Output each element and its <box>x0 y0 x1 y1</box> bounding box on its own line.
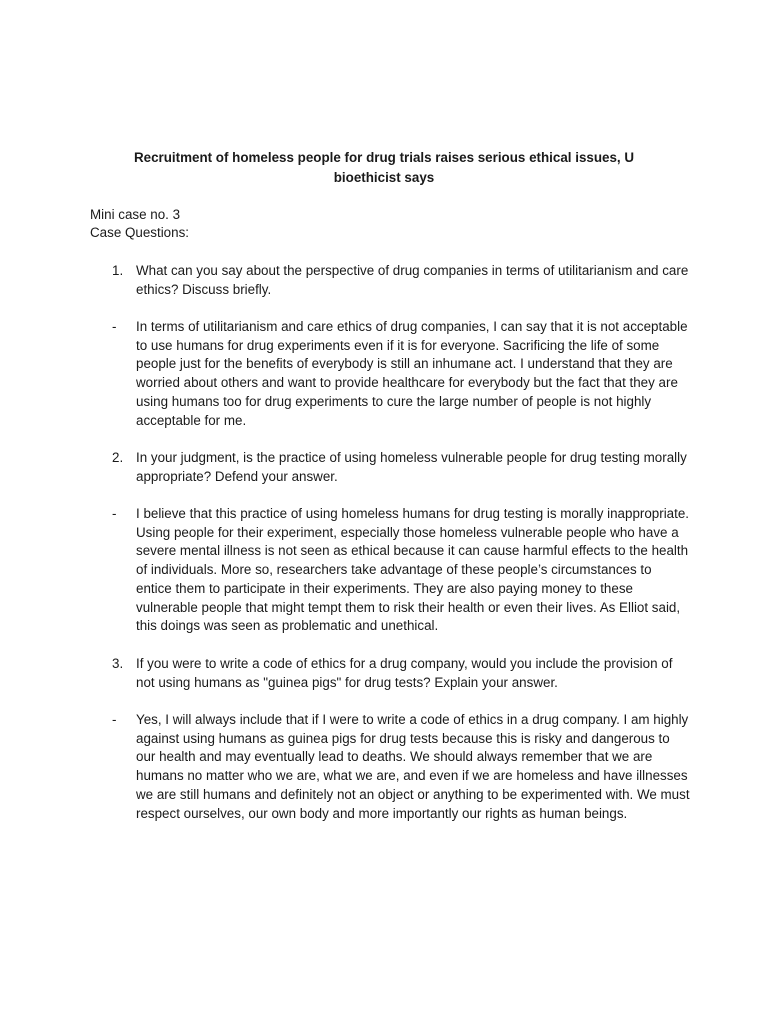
answer-2-text: I believe that this practice of using homeless humans for drug testing is morally inappropriate. Using people for their experiment, especially those homeless vulnerable people who have a severe mental illness is not seen as ethical because it can cause harmful effects to the health of individuals. More so, researchers take advantage of these people’s circumstances to entice them to participate in their experiments. They are also paying money to these vulnerable people that might tempt them to risk their health or even their lives. As Elliot said, this doings was seen as problematic and unethical. <box>136 506 690 634</box>
question-1 <box>90 262 690 299</box>
answer-1-text: In terms of utilitarianism and care ethics of drug companies, I can say that it is not acceptable to use humans for drug experiments even if it is for everyone. Sacrificing the life of some people just for the benefits of everybody is still an inhumane act. I understand that they are worried about others and want to provide healthcare for everybody but the fact that they are using humans too for drug experiments to cure the large number of people is not highly acceptable for me. <box>136 319 688 428</box>
answer-2 <box>90 505 690 636</box>
answer-1 <box>90 318 690 430</box>
answer-3-text: Yes, I will always include that if I were to write a code of ethics in a drug company. I am highly against using humans as guinea pigs for drug tests because this is risky and dangerous to our health and may eventually lead to deaths. We should always remember that we are humans no matter who we are, what we are, and even if we are homeless and have illnesses we are still humans and definitely not an object or anything to be experimented with. We must respect ourselves, our own body and more importantly our rights as human beings. <box>136 712 690 821</box>
question-2-number: 2. <box>112 450 124 465</box>
question-2-text: In your judgment, is the practice of using homeless vulnerable people for drug testing morally appropriate? Defend your answer. <box>136 450 687 484</box>
question-3 <box>90 655 690 692</box>
question-3-number: 3. <box>112 656 124 671</box>
question-1-text: What can you say about the perspective of drug companies in terms of utilitarianism and care ethics? Discuss briefly. <box>136 263 689 297</box>
answer-1-bullet: - <box>112 319 117 334</box>
document-title: Recruitment of homeless people for drug trials raises serious ethical issues, U bioethicist says <box>133 150 635 185</box>
question-3-text: If you were to write a code of ethics for a drug company, would you include the provision of not using humans as "guinea pigs" for drug tests? Explain your answer. <box>136 656 673 690</box>
answer-2-bullet: - <box>112 506 117 521</box>
answer-3-bullet: - <box>112 712 117 727</box>
question-1-number: 1. <box>112 263 124 278</box>
question-2 <box>90 449 690 486</box>
case-header <box>90 206 189 242</box>
case-number: Mini case no. 3 <box>90 207 181 222</box>
answer-3 <box>90 711 690 823</box>
case-questions-label: Case Questions: <box>90 225 189 240</box>
